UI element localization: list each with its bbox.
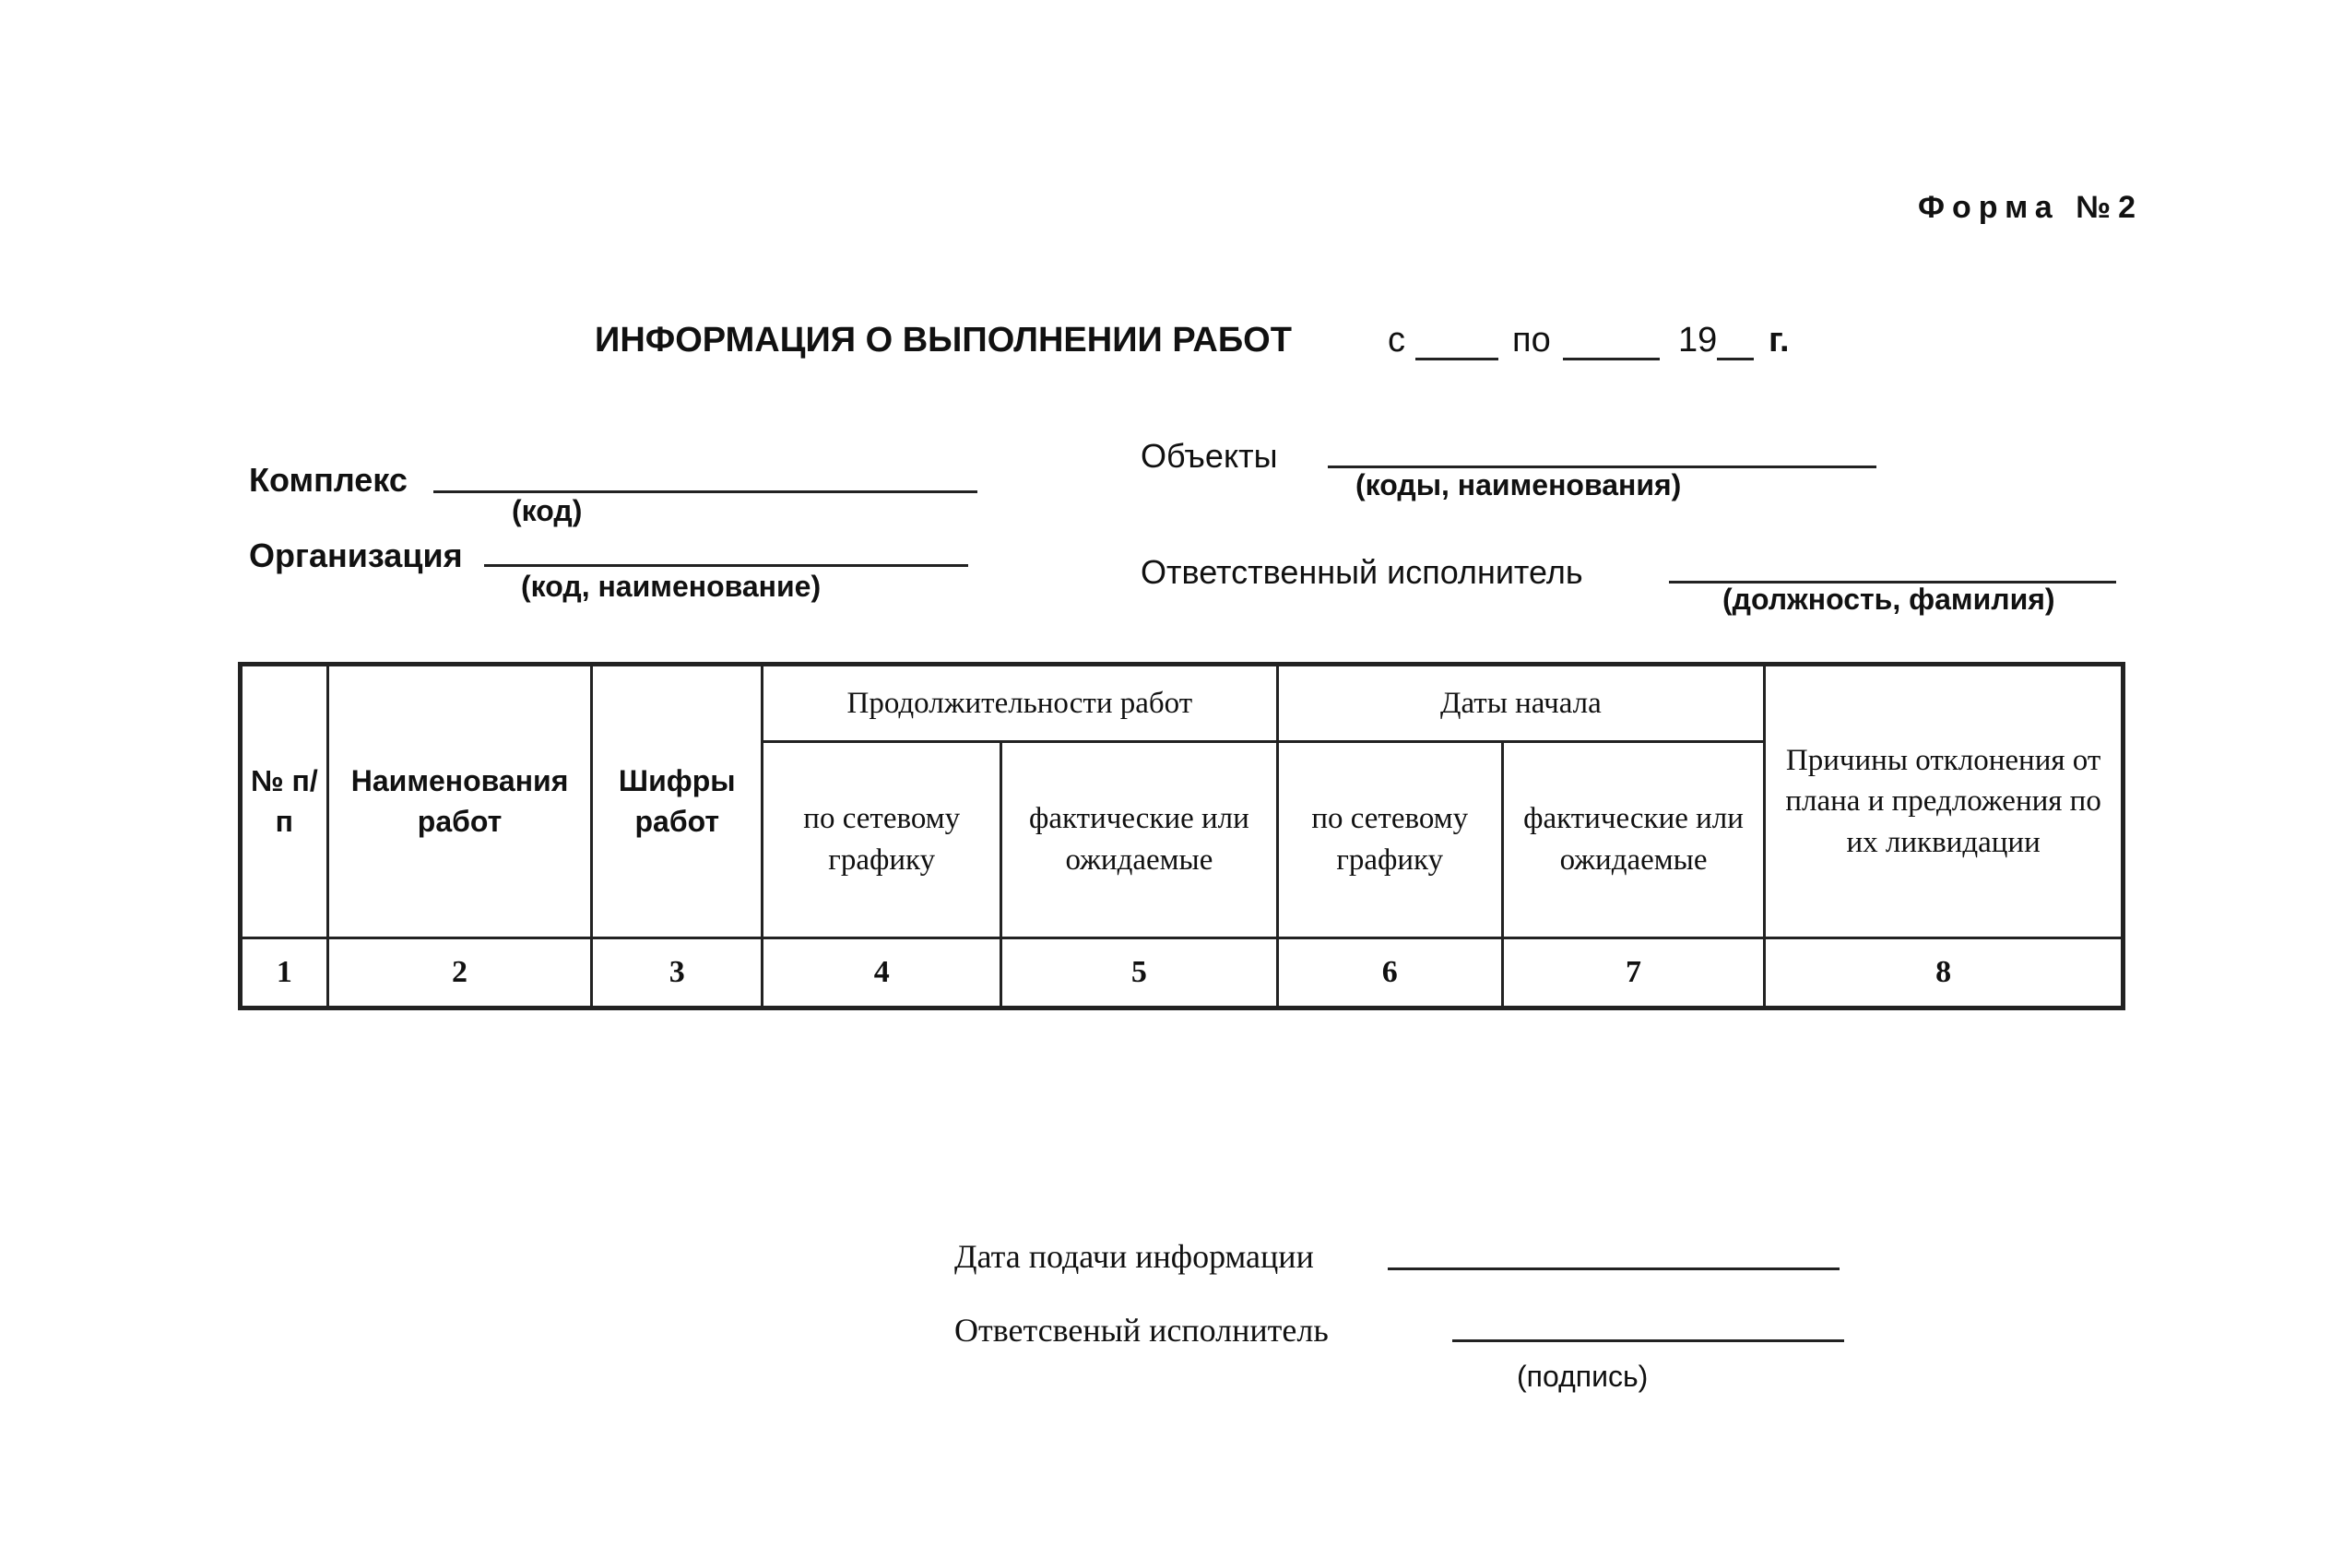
complex-label: Комплекс — [249, 461, 408, 499]
title-to-prefix: по — [1512, 321, 1551, 360]
header-row-groups — [241, 665, 2124, 742]
column-number-cell: 4 — [763, 938, 1001, 1008]
header-reasons: Причины отклонения от плана и предложения по их ликвидации — [1765, 665, 2124, 938]
complex-caption: (код) — [512, 494, 583, 527]
column-number-cell: 2 — [327, 938, 592, 1008]
header-duration-actual: фактические или ожидаемые — [1001, 742, 1277, 938]
work-info-table — [238, 662, 2125, 1010]
complex-underline — [433, 490, 977, 493]
column-number-row — [241, 938, 2124, 1008]
title-from-blank — [1415, 358, 1498, 360]
title-to-blank — [1563, 358, 1660, 360]
column-number-cell: 3 — [592, 938, 763, 1008]
header-start-actual: фактические или ожидаемые — [1502, 742, 1764, 938]
organization-underline — [484, 564, 968, 567]
responsible-label: Ответственный исполнитель — [1141, 553, 1583, 591]
signature-caption: (подпись) — [1517, 1360, 1649, 1393]
footer-responsible-underline — [1452, 1339, 1844, 1342]
header-start-network: по сетевому графику — [1277, 742, 1502, 938]
column-number-cell: 7 — [1502, 938, 1764, 1008]
header-start-dates-group: Даты начала — [1277, 665, 1765, 742]
column-number-cell: 5 — [1001, 938, 1277, 1008]
footer-responsible-label: Ответсвеный исполнитель — [954, 1312, 1329, 1349]
responsible-caption: (должность, фамилия) — [1722, 583, 2055, 616]
column-number-cell: 1 — [241, 938, 328, 1008]
title-from-prefix: с — [1388, 321, 1405, 360]
header-work-codes: Шифры работ — [592, 665, 763, 938]
organization-caption: (код, наименование) — [521, 570, 822, 603]
objects-label: Объекты — [1141, 437, 1278, 475]
submission-date-underline — [1388, 1267, 1840, 1270]
header-work-names: Наименования работ — [327, 665, 592, 938]
header-durations-group: Продолжительности работ — [763, 665, 1277, 742]
objects-caption: (коды, наименования) — [1355, 468, 1682, 501]
submission-date-label: Дата подачи информации — [954, 1238, 1314, 1275]
form-number-label: Форма №2 — [1918, 190, 2143, 225]
title-year-blank — [1717, 358, 1754, 360]
header-duration-network: по сетевому графику — [763, 742, 1001, 938]
title-main: ИНФОРМАЦИЯ О ВЫПОЛНЕНИИ РАБОТ — [595, 321, 1292, 360]
organization-label: Организация — [249, 536, 463, 574]
title-year-prefix: 19 — [1678, 321, 1718, 360]
column-number-cell: 6 — [1277, 938, 1502, 1008]
header-number: № п/п — [241, 665, 328, 938]
column-number-cell: 8 — [1765, 938, 2124, 1008]
title-year-suffix: г. — [1769, 321, 1790, 360]
